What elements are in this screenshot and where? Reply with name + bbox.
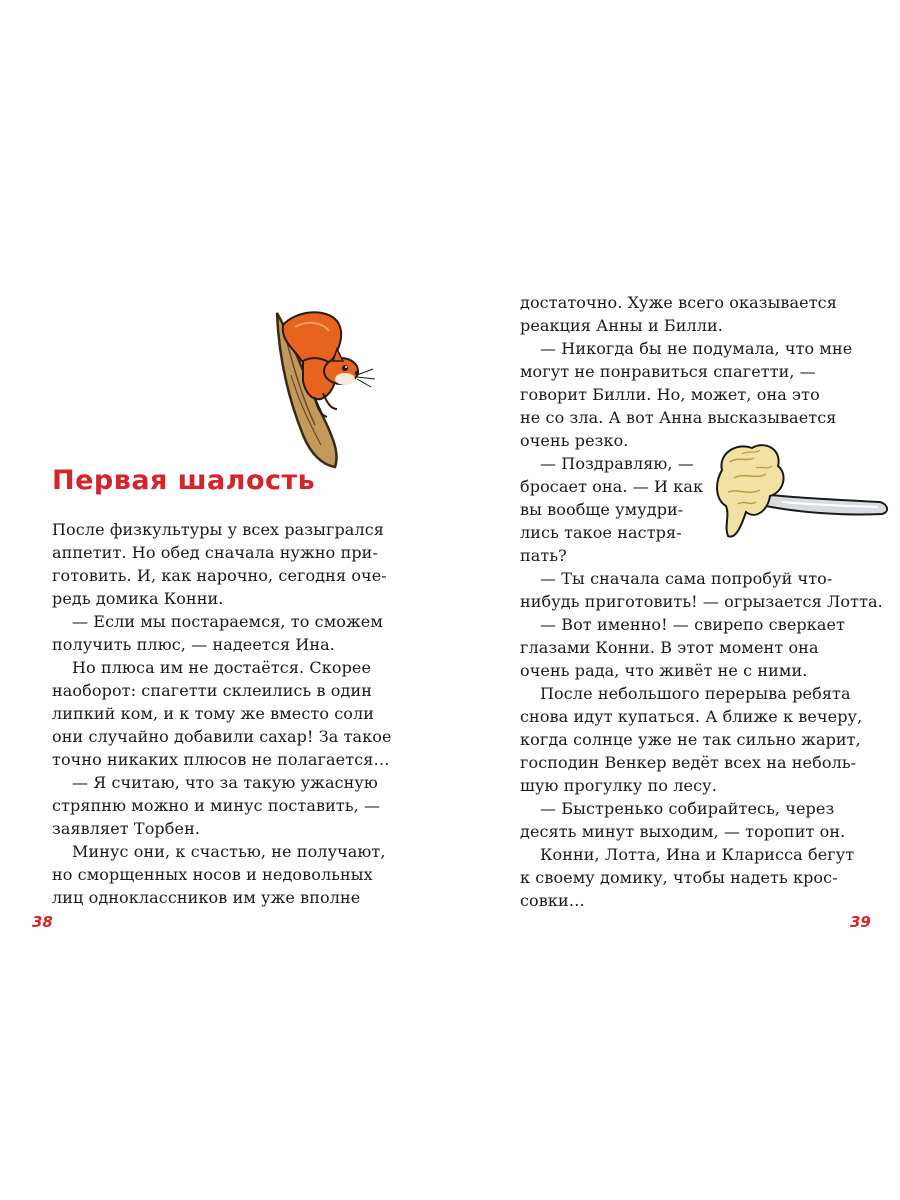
text-line: липкий ком, и к тому же вместо соли [52,704,375,723]
text-line: десять минут выходим, — торопит он. [520,822,846,841]
text-line: наоборот: спагетти склеились в один [52,681,373,700]
right-page [450,0,900,1200]
text-line: Минус они, к счастью, не получают, [72,842,386,861]
text-line: нибудь приготовить! — огрызается Лотта. [520,592,883,611]
text-line: очень рада, что живёт не с ними. [520,661,808,680]
text-line: После физкультуры у всех разыгрался [52,520,384,539]
text-line: стряпню можно и минус поставить, — [52,796,381,815]
text-line: вы вообще умудри- [520,500,684,519]
text-line: очень резко. [520,431,629,450]
text-line: — Никогда бы не подумала, что мне [540,339,853,358]
text-line: — Если мы постараемся, то сможем [72,612,383,631]
fork-with-spaghetti-illustration [712,440,892,548]
text-line: господин Венкер ведёт всех на неболь- [520,753,857,772]
text-line: точно никаких плюсов не полагается… [52,750,390,769]
text-line: глазами Конни. В этот момент она [520,638,819,657]
text-line: — Ты сначала сама попробуй что- [540,569,833,588]
text-line: они случайно добавили сахар! За такое [52,727,392,746]
text-line: заявляет Торбен. [52,819,201,838]
text-line: к своему домику, чтобы надеть крос- [520,868,838,887]
text-line: получить плюс, — надеется Ина. [52,635,335,654]
text-line: шую прогулку по лесу. [520,776,717,795]
text-line: Конни, Лотта, Ина и Кларисса бегут [540,845,855,864]
text-line: говорит Билли. Но, может, она это [520,385,820,404]
text-line: лись такое настря- [520,523,682,542]
text-line: аппетит. Но обед сначала нужно при- [52,543,378,562]
text-line: совки… [520,891,585,910]
page-number: 39 [850,913,871,931]
text-line: реакция Анны и Билли. [520,316,723,335]
text-line: — Я считаю, что за такую ужасную [72,773,378,792]
text-line: Но плюса им не достаётся. Скорее [72,658,372,677]
text-line: готовить. И, как нарочно, сегодня оче- [52,566,387,585]
text-line: После небольшого перерыва ребята [540,684,851,703]
text-line: когда солнце уже не так сильно жарит, [520,730,861,749]
text-line: лиц одноклассников им уже вполне [52,888,361,907]
chapter-title: Первая шалость [52,465,316,496]
text-line: редь домика Конни. [52,589,224,608]
text-line: снова идут купаться. А ближе к вечеру, [520,707,863,726]
text-line: бросает она. — И как [520,477,704,496]
text-line: но сморщенных носов и недовольных [52,865,373,884]
text-line: могут не понравиться спагетти, — [520,362,816,381]
text-line: — Поздравляю, — [540,454,694,473]
page-number: 38 [32,913,53,931]
text-line: — Быстренько собирайтесь, через [540,799,835,818]
text-line: не со зла. А вот Анна высказывается [520,408,837,427]
text-line: пать? [520,546,567,565]
squirrel-illustration [265,305,380,475]
text-line: достаточно. Хуже всего оказывается [520,293,837,312]
text-line: — Вот именно! — свирепо сверкает [540,615,846,634]
